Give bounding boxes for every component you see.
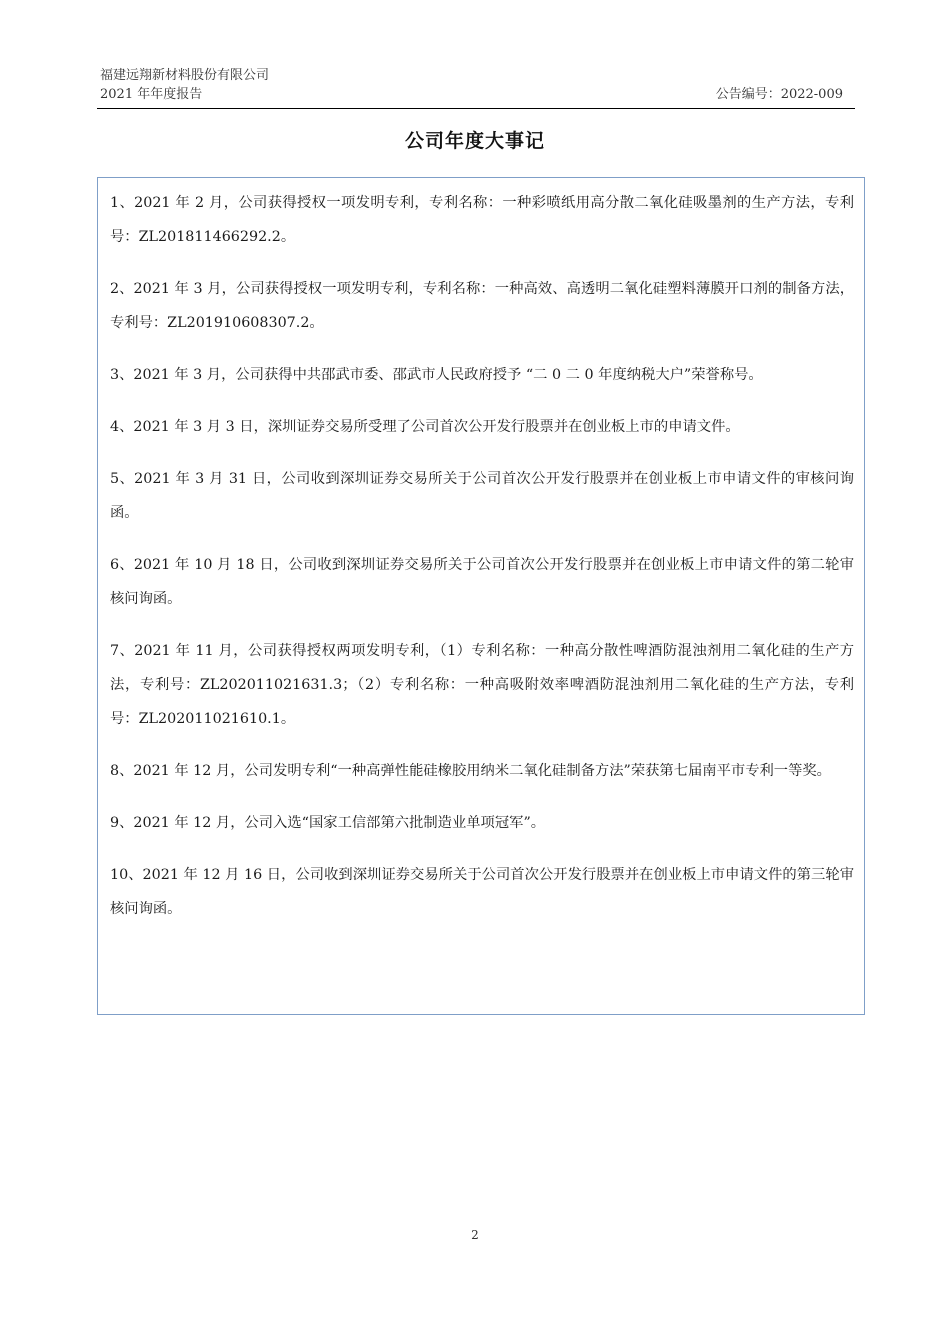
event-item-4: 4、2021 年 3 月 3 日，深圳证券交易所受理了公司首次公开发行股票并在创业板上市的申请文件。 [110,419,740,435]
page-header [100,66,855,104]
header-announcement-number: 公告编号：2022-009 [715,87,843,102]
events-box [97,177,865,1015]
event-item-2: 2、2021 年 3 月，公司获得授权一项发明专利，专利名称：一种高效、高透明二氧化硅塑料薄膜开口剂的制备方法，专利号：ZL201910608307.2。 [110,281,854,331]
events-list [110,186,854,944]
event-item-9: 9、2021 年 12 月，公司入选“国家工信部第六批制造业单项冠军”。 [110,815,546,831]
event-item-3: 3、2021 年 3 月，公司获得中共邵武市委、邵武市人民政府授予 “二 0 二 0 年度纳税大户”荣誉称号。 [110,367,763,383]
event-item-8: 8、2021 年 12 月，公司发明专利“一种高弹性能硅橡胶用纳米二氧化硅制备方法”荣获第七届南平市专利一等奖。 [110,763,831,779]
header-row [100,85,855,104]
page-number: 2 [471,1228,479,1242]
header-company-name: 福建远翔新材料股份有限公司 [100,68,270,83]
event-item-1: 1、2021 年 2 月，公司获得授权一项发明专利，专利名称：一种彩喷纸用高分散二氧化硅吸墨剂的生产方法，专利号：ZL201811466292.2。 [110,195,854,245]
header-report-title: 2021 年年度报告 [100,87,203,102]
event-item-7: 7、2021 年 11 月，公司获得授权两项发明专利，（1）专利名称：一种高分散性啤酒防混浊剂用二氧化硅的生产方法，专利号：ZL202011021631.3；（2）专利名称：一种高吸附效率啤酒防混浊剂用二氧化硅的生产方法，专利号：ZL202011021610.1。 [110,643,854,727]
event-item-5: 5、2021 年 3 月 31 日，公司收到深圳证券交易所关于公司首次公开发行股票并在创业板上市申请文件的审核问询函。 [110,471,854,521]
event-item-10: 10、2021 年 12 月 16 日，公司收到深圳证券交易所关于公司首次公开发行股票并在创业板上市申请文件的第三轮审核问询函。 [110,867,854,917]
event-item-6: 6、2021 年 10 月 18 日，公司收到深圳证券交易所关于公司首次公开发行股票并在创业板上市申请文件的第二轮审核问询函。 [110,557,854,607]
page-title: 公司年度大事记 [404,130,545,152]
header-divider [97,108,855,109]
